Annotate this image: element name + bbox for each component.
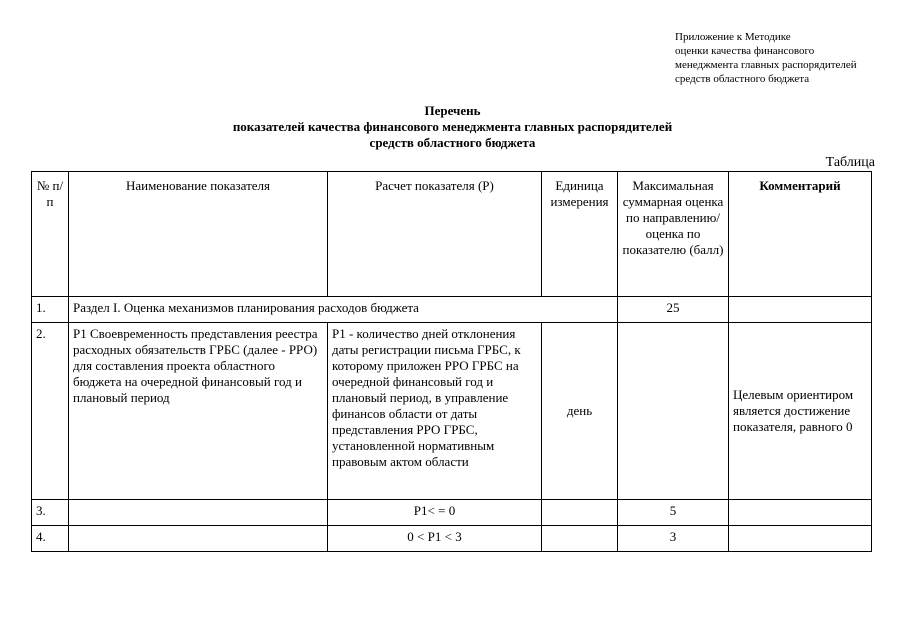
header-name: Наименование показателя xyxy=(69,172,328,297)
cell-name xyxy=(69,500,328,526)
cell-num: 1. xyxy=(32,297,69,323)
appendix-line: Приложение к Методике xyxy=(675,31,791,43)
indicators-table xyxy=(31,171,872,552)
appendix-note xyxy=(675,30,900,86)
header-max-score: Максимальная суммарная оценка по направлению/ оценка по показателю (балл) xyxy=(618,172,729,297)
table-row xyxy=(32,500,872,526)
header-num: № п/п xyxy=(32,172,69,297)
cell-comment xyxy=(729,297,872,323)
cell-num: 4. xyxy=(32,526,69,552)
table-header-row xyxy=(32,172,872,297)
table-row xyxy=(32,323,872,500)
table-caption: Таблица xyxy=(825,155,875,170)
table-row xyxy=(32,297,872,323)
title-line-1: Перечень xyxy=(424,103,481,118)
cell-calc: Р1 - количество дней отклонения даты регистрации письма ГРБС, к которому приложен РРО ГРБС на очередной финансовый год и плановый период, в управление финансов области от даты представления РРО ГРБС, установленной нормативным правовым актом области xyxy=(328,323,542,500)
cell-max-score: 25 xyxy=(618,297,729,323)
cell-max-score xyxy=(618,323,729,500)
title-line-3: средств областного бюджета xyxy=(369,135,536,150)
table-row xyxy=(32,526,872,552)
cell-name: Р1 Своевременность представления реестра расходных обязательств ГРБС (далее - РРО) для составления проекта областного бюджета на очередной финансовый год и плановый период xyxy=(69,323,328,500)
appendix-line: оценки качества финансового xyxy=(675,45,815,57)
header-unit: Единица измерения xyxy=(542,172,618,297)
cell-num: 3. xyxy=(32,500,69,526)
cell-comment xyxy=(729,500,872,526)
cell-unit xyxy=(542,500,618,526)
header-calc: Расчет показателя (Р) xyxy=(328,172,542,297)
cell-unit xyxy=(542,526,618,552)
title-line-2: показателей качества финансового менеджмента главных распорядителей xyxy=(232,119,673,134)
cell-max-score: 5 xyxy=(618,500,729,526)
appendix-line: средств областного бюджета xyxy=(675,73,810,85)
cell-unit: день xyxy=(542,323,618,500)
cell-calc: Р1< = 0 xyxy=(328,500,542,526)
document-title xyxy=(0,103,905,151)
cell-num: 2. xyxy=(32,323,69,500)
header-comment: Комментарий xyxy=(729,172,872,297)
cell-calc: 0 < Р1 < 3 xyxy=(328,526,542,552)
cell-name xyxy=(69,526,328,552)
appendix-line: менеджмента главных распорядителей xyxy=(675,59,857,71)
cell-comment: Целевым ориентиром является достижение показателя, равного 0 xyxy=(729,323,872,500)
cell-section: Раздел I. Оценка механизмов планирования расходов бюджета xyxy=(69,297,618,323)
cell-comment xyxy=(729,526,872,552)
cell-max-score: 3 xyxy=(618,526,729,552)
